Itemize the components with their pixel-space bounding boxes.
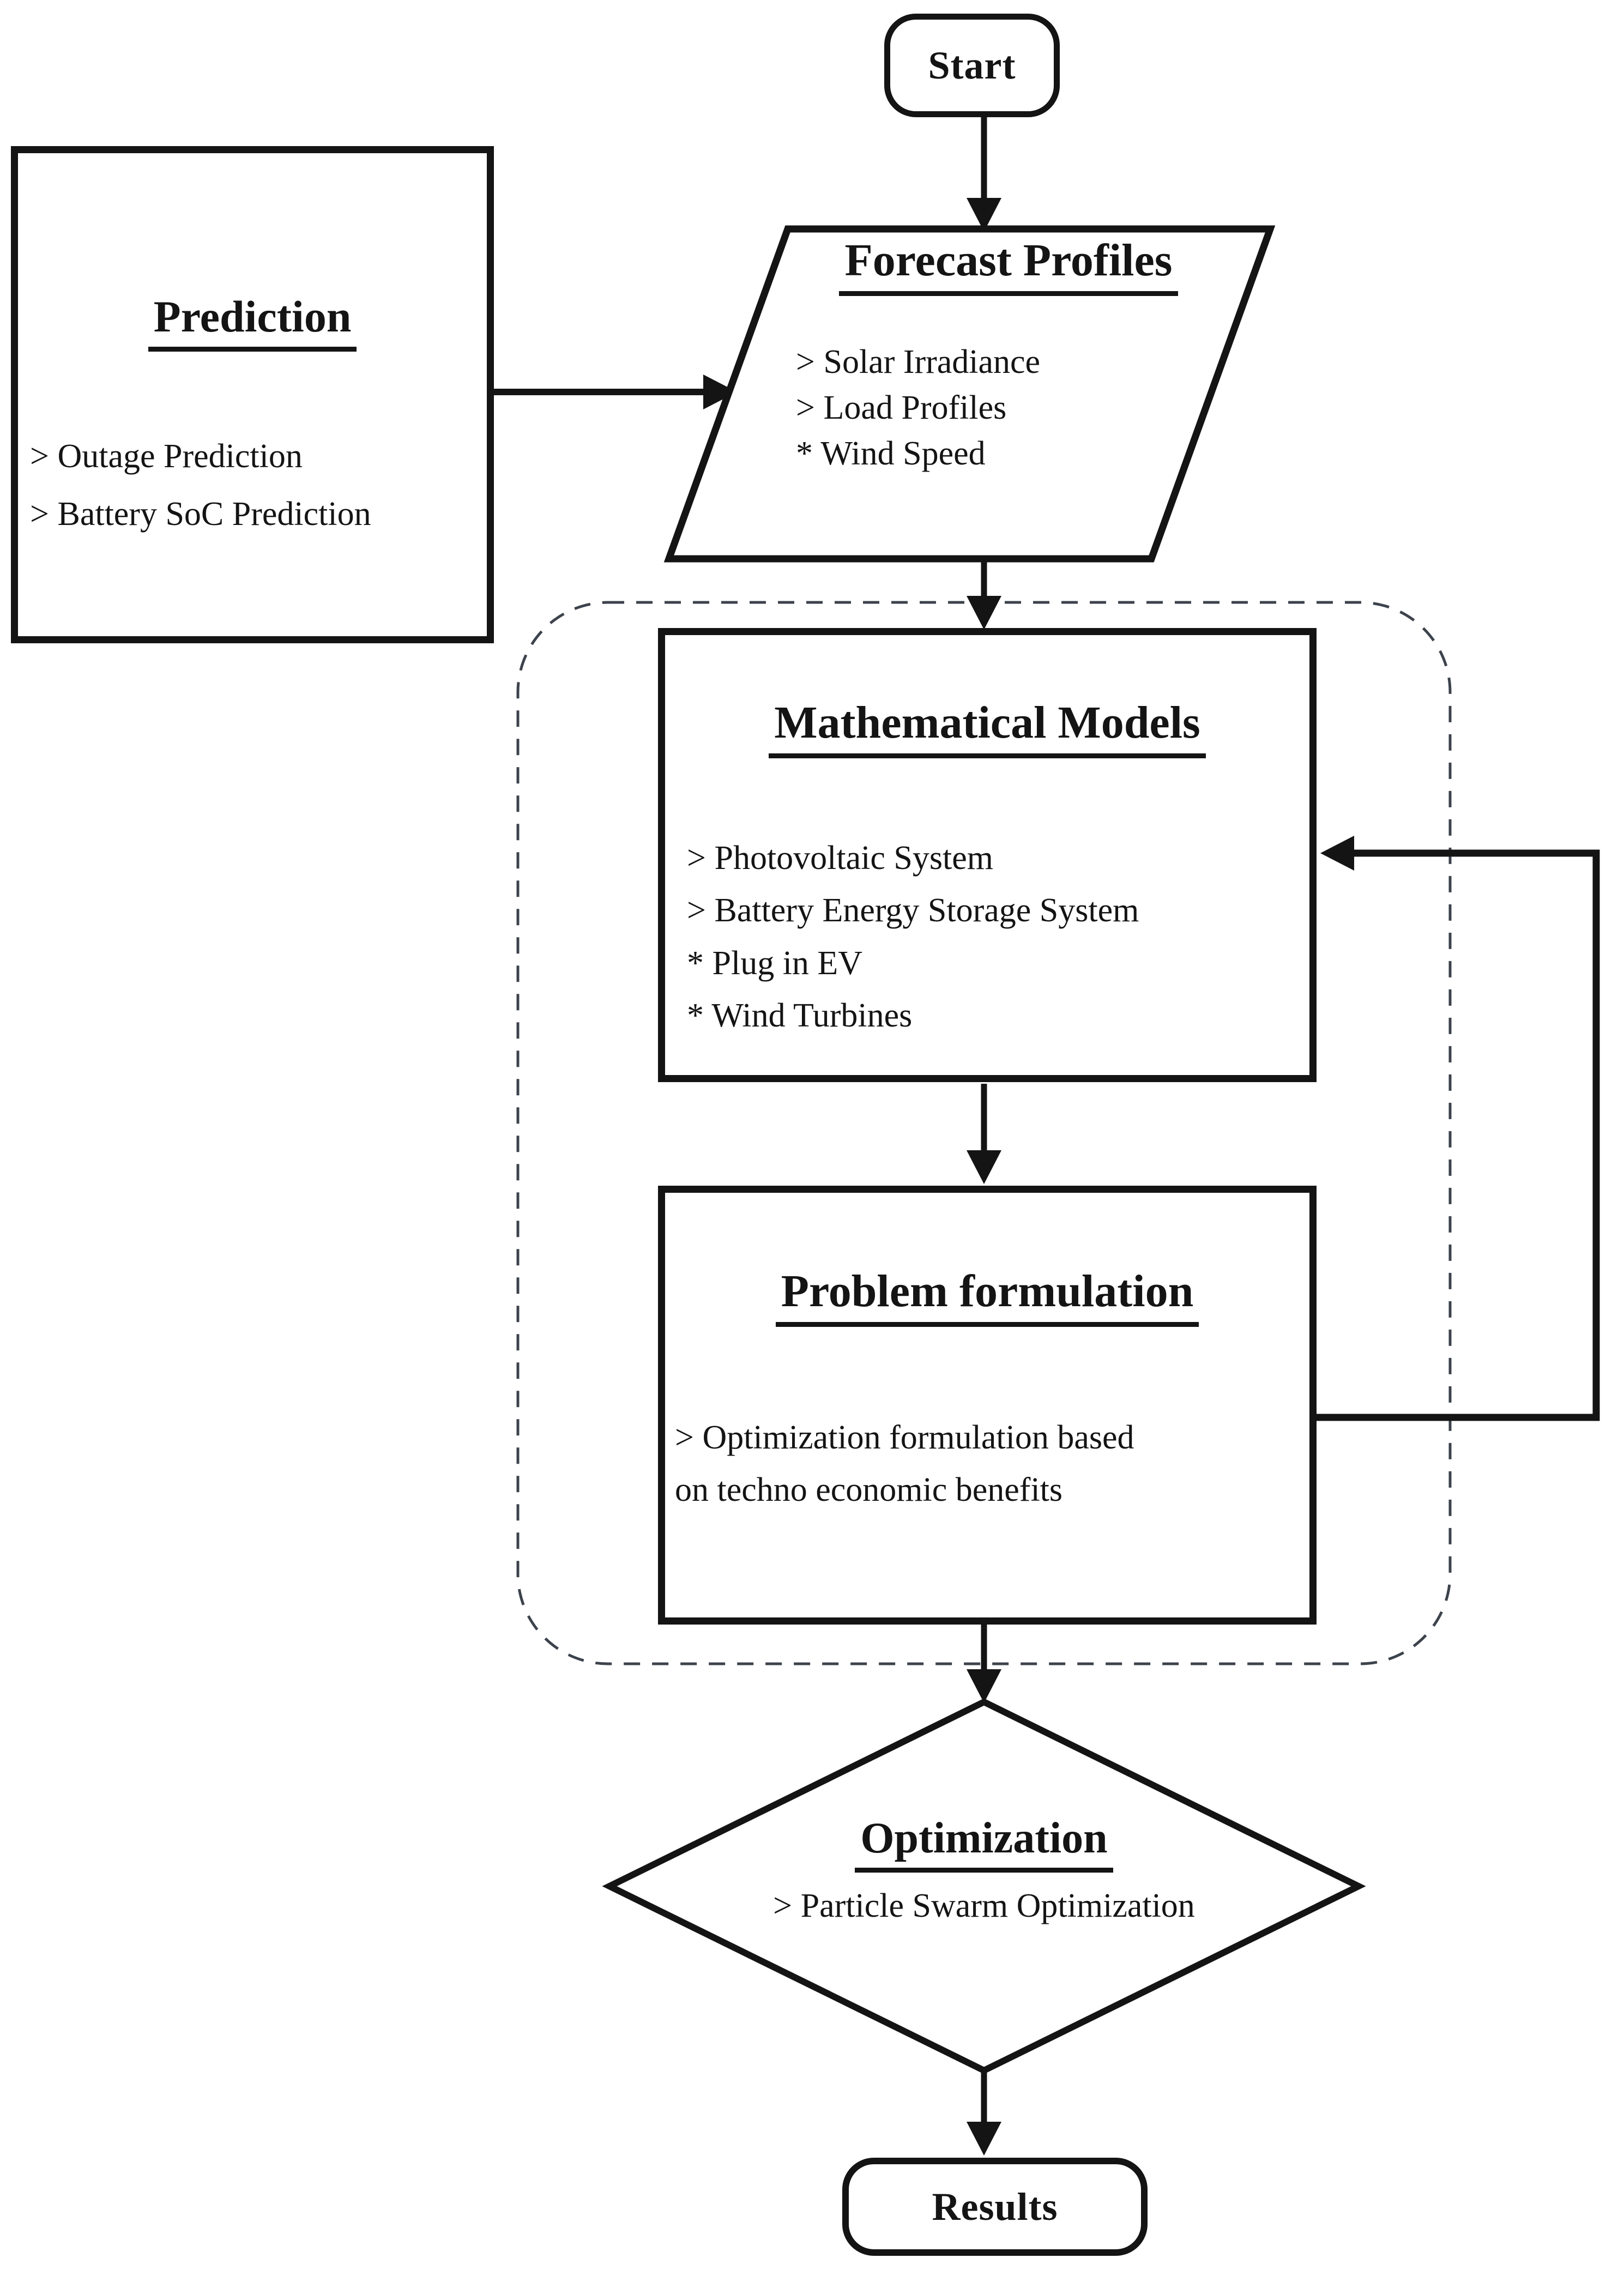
forecast-item: > Solar Irradiance — [796, 343, 1041, 381]
arrow-forecast-to-models — [967, 556, 1001, 630]
forecast-profiles-node — [769, 236, 1248, 476]
optimization-node — [627, 1814, 1341, 1925]
arrow-start-to-forecast — [967, 116, 1001, 232]
models-item: > Battery Energy Storage System — [687, 892, 1139, 929]
prediction-item: > Battery SoC Prediction — [30, 495, 371, 533]
arrow-prediction-to-forecast — [492, 375, 737, 409]
results-label: Results — [932, 2184, 1058, 2229]
arrow-models-to-problem — [967, 1084, 1001, 1184]
prediction-item: > Outage Prediction — [30, 438, 303, 475]
start-node — [884, 14, 1060, 117]
problem-item: on techno economic benefits — [675, 1471, 1063, 1509]
prediction-node — [11, 146, 494, 643]
forecast-item: * Wind Speed — [796, 434, 986, 472]
mathematical-models-title: Mathematical Models — [769, 698, 1205, 758]
problem-formulation-title: Problem formulation — [776, 1266, 1199, 1327]
forecast-item: > Load Profiles — [796, 389, 1007, 427]
problem-formulation-node — [658, 1186, 1317, 1625]
models-item: * Plug in EV — [687, 944, 863, 982]
forecast-profiles-title: Forecast Profiles — [839, 236, 1178, 296]
models-item: > Photovoltaic System — [687, 840, 993, 877]
arrow-optimization-to-results — [967, 2069, 1001, 2156]
problem-item: > Optimization formulation based — [675, 1419, 1134, 1457]
mathematical-models-node — [658, 628, 1317, 1082]
prediction-title: Prediction — [148, 292, 357, 352]
models-item: * Wind Turbines — [687, 997, 913, 1034]
optimization-item: > Particle Swarm Optimization — [773, 1887, 1195, 1924]
results-node — [842, 2158, 1148, 2256]
start-label: Start — [928, 43, 1016, 87]
feedback-loop-problem-to-models — [1314, 836, 1596, 1417]
optimization-title: Optimization — [855, 1814, 1113, 1873]
